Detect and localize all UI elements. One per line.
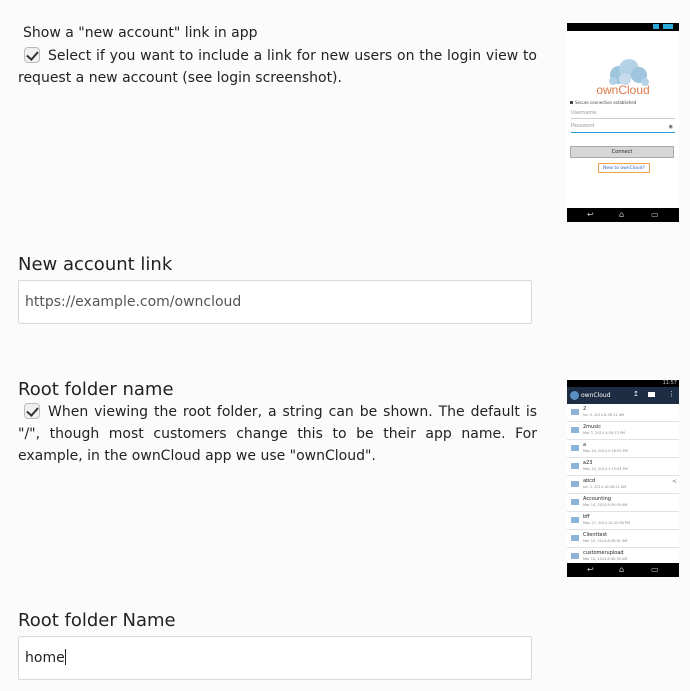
file-name: Clienttest [583,532,608,538]
file-date: Jun 9, 2014 8:38:11 AM [583,413,625,417]
file-name: Accounting [583,496,611,502]
login-status-bar [567,23,679,31]
file-date: Mar 10, 2014 8:40:01 AM [583,539,628,543]
upload-icon[interactable]: ↥ [633,390,639,398]
show-password-icon[interactable]: ◉ [668,124,673,130]
file-name: 2music [583,424,601,430]
new-to-owncloud-link[interactable]: New to ownCloud? [598,163,650,173]
files-action-bar [567,387,679,404]
file-list-item[interactable] [567,512,679,530]
share-icon[interactable]: < [671,478,677,485]
folder-icon [571,535,579,541]
folder-icon [571,463,579,469]
folder-icon [571,409,579,415]
home-icon: ⌂ [619,565,625,574]
root-folder-description: When viewing the root folder, a string can be shown. The default is "/", though most customers change this to be their app name. For example, in the ownCloud app we use "ownCloud". [18,404,537,464]
file-date: Mar 10, 2014 8:40:30 AM [583,557,628,561]
file-list-item[interactable] [567,458,679,476]
app-icon [570,391,579,400]
root-folder-heading: Root folder name [18,379,174,400]
folder-icon [571,553,579,559]
file-date: May 20, 2014 2:16:52 PM [583,449,628,453]
root-folder-name-value: home [25,650,65,666]
file-name: a23 [583,460,593,466]
login-screenshot [567,23,679,222]
login-password-field[interactable]: Password ◉ [571,123,675,133]
file-date: May 20, 2014 1:15:44 PM [583,467,628,471]
status-time: 11:57 [662,380,677,386]
new-account-checkbox[interactable] [24,47,40,63]
login-logo-text: ownCloud [596,83,650,97]
new-account-description: Select if you want to include a link for new users on the login view to request a new account (see login screenshot). [18,48,537,86]
file-date: Jun 3, 2014 10:28:22 AM [583,485,627,489]
root-folder-checkbox[interactable] [24,403,40,419]
folder-icon [571,427,579,433]
login-nav-bar [567,208,679,222]
login-connect-button[interactable]: Connect [570,146,674,158]
file-date: May 27, 2014 12:42:56 PM [583,521,631,525]
file-list-item[interactable] [567,530,679,548]
files-status-bar [567,380,679,387]
back-icon: ↩ [587,565,594,574]
text-caret [65,649,66,665]
battery-icon [663,24,673,29]
files-app-title: ownCloud [581,392,611,399]
file-name: customerupload [583,550,624,556]
recents-icon: ▭ [651,565,659,574]
file-list-item[interactable] [567,440,679,458]
home-icon: ⌂ [619,210,625,219]
file-name: bff [583,514,590,520]
back-icon: ↩ [587,210,594,219]
file-list-item[interactable] [567,494,679,512]
file-name: abcd [583,478,596,484]
login-username-field[interactable]: Username [571,110,675,119]
new-account-link-input[interactable]: https://example.com/owncloud [18,280,532,324]
file-name: 2 [583,406,587,412]
file-list [567,404,679,566]
new-account-link-heading: New account link [18,254,173,275]
root-folder-description-block [18,401,537,467]
signal-icon [653,24,659,29]
root-folder-name-input[interactable] [18,636,532,680]
new-account-description-block [18,45,537,89]
folder-icon [571,481,579,487]
files-screenshot [567,380,679,577]
file-date: Mar 7, 2014 4:50:13 PM [583,431,625,435]
file-list-item[interactable] [567,476,679,494]
file-name: a [583,442,587,448]
file-list-item[interactable] [567,422,679,440]
overflow-menu-icon[interactable]: ⋮ [668,390,675,398]
folder-icon [571,445,579,451]
new-account-option-label: Show a "new account" link in app [23,25,258,41]
file-list-item[interactable] [567,404,679,422]
root-folder-name-heading: Root folder Name [18,610,176,631]
lock-icon [570,101,573,104]
recents-icon: ▭ [651,210,659,219]
new-folder-icon[interactable] [648,392,655,397]
files-nav-bar [567,563,679,577]
folder-icon [571,517,579,523]
file-date: Mar 10, 2014 8:29:09 AM [583,503,628,507]
secure-connection-text: Secure connection established [570,100,636,105]
folder-icon [571,499,579,505]
